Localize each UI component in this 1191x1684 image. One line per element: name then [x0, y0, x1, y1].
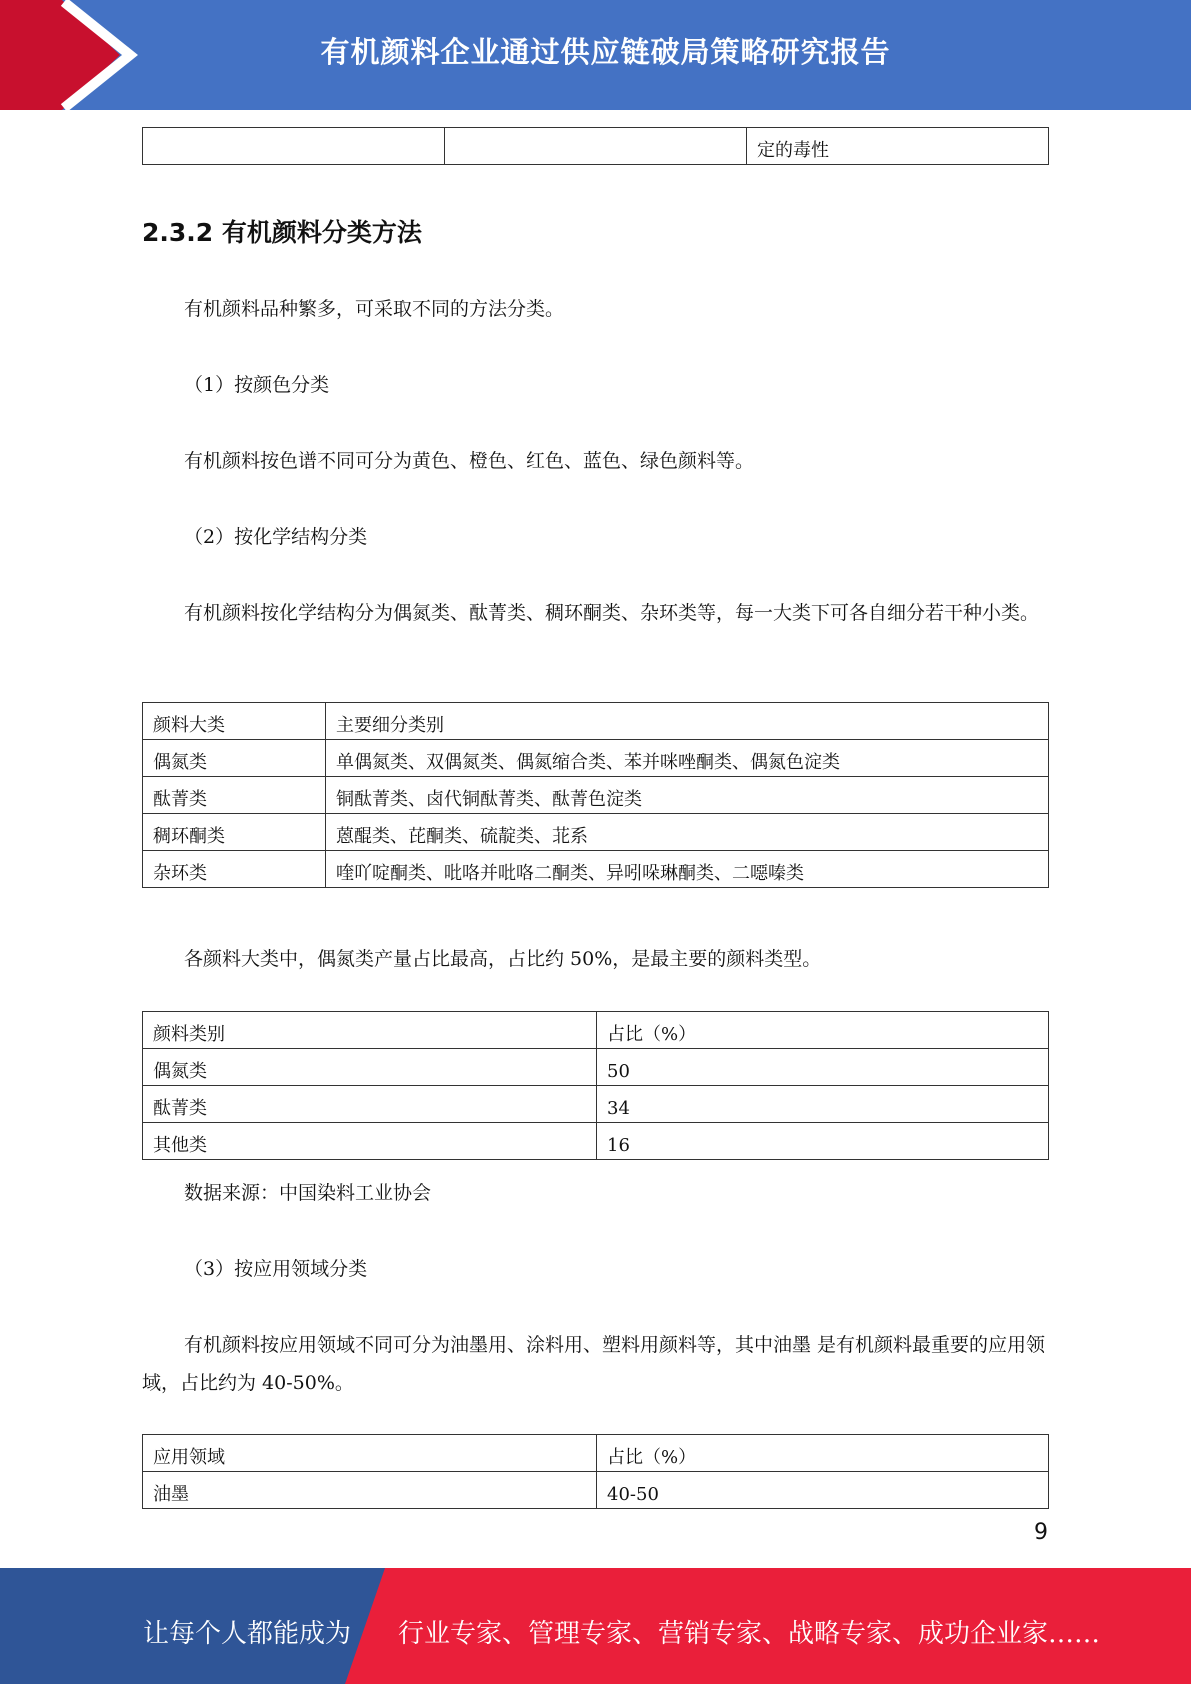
table-cell: 定的毒性: [747, 128, 1049, 165]
page-footer: [0, 1568, 1191, 1684]
table-row: [143, 1123, 1049, 1160]
table-row: [143, 851, 1049, 888]
column-header: 主要细分类别: [326, 703, 1049, 740]
table-cell: 单偶氮类、双偶氮类、偶氮缩合类、苯并咪唑酮类、偶氮色淀类: [326, 740, 1049, 777]
table-row: [143, 814, 1049, 851]
subheading-by-structure: （2）按化学结构分类: [184, 526, 368, 548]
table-cell: 酞菁类: [143, 777, 326, 814]
table-cell: 铜酞菁类、卤代铜酞菁类、酞菁色淀类: [326, 777, 1049, 814]
table-cell: 50: [597, 1049, 1049, 1086]
table-cell: 杂环类: [143, 851, 326, 888]
table-row: [143, 777, 1049, 814]
table-header-row: [143, 1012, 1049, 1049]
column-header: 占比（%）: [597, 1012, 1049, 1049]
data-source: 数据来源：中国染料工业协会: [184, 1182, 432, 1204]
table-row: [143, 740, 1049, 777]
table-cell: 其他类: [143, 1123, 597, 1160]
table-cell: [445, 128, 747, 165]
table-cell: 稠环酮类: [143, 814, 326, 851]
share-table: [142, 1011, 1049, 1160]
table-header-row: [143, 703, 1049, 740]
paragraph-intro: 有机颜料品种繁多，可采取不同的方法分类。: [184, 298, 565, 320]
table-cell: 酞菁类: [143, 1086, 597, 1123]
table-cell: 喹吖啶酮类、吡咯并吡咯二酮类、异吲哚琳酮类、二噁嗪类: [326, 851, 1049, 888]
page-number: 9: [1034, 1520, 1048, 1545]
table-cell: 蒽醌类、芘酮类、硫靛类、苝系: [326, 814, 1049, 851]
table-cell: 偶氮类: [143, 740, 326, 777]
paragraph-by-structure: 有机颜料按化学结构分为偶氮类、酞菁类、稠环酮类、杂环类等，每一大类下可各自细分若干种小类。: [184, 602, 1040, 624]
column-header: 应用领域: [143, 1435, 597, 1472]
table-row: [143, 1086, 1049, 1123]
table-cell: 34: [597, 1086, 1049, 1123]
subheading-by-application: （3）按应用领域分类: [184, 1258, 368, 1280]
table-row: [143, 1472, 1049, 1509]
table-cell: 油墨: [143, 1472, 597, 1509]
application-table: [142, 1434, 1049, 1509]
table-row: [143, 128, 1049, 165]
column-header: 颜料类别: [143, 1012, 597, 1049]
classification-table: [142, 702, 1049, 888]
continued-table: [142, 127, 1049, 165]
table-header-row: [143, 1435, 1049, 1472]
subheading-by-color: （1）按颜色分类: [184, 374, 330, 396]
report-title: 有机颜料企业通过供应链破局策略研究报告: [320, 35, 891, 69]
footer-slogan-right: 行业专家、管理专家、营销专家、战略专家、成功企业家……: [398, 1619, 1101, 1649]
table-cell: [143, 128, 445, 165]
table-cell: 40-50: [597, 1472, 1049, 1509]
paragraph-by-color: 有机颜料按色谱不同可分为黄色、橙色、红色、蓝色、绿色颜料等。: [184, 450, 755, 472]
column-header: 颜料大类: [143, 703, 326, 740]
paragraph-by-application: 有机颜料按应用领域不同可分为油墨用、涂料用、塑料用颜料等，其中油墨 是有机颜料最重要的应用领域，占比约为 40-50%。: [142, 1334, 1046, 1394]
paragraph-share: 各颜料大类中，偶氮类产量占比最高，占比约 50%，是最主要的颜料类型。: [184, 948, 822, 970]
footer-slogan-left: 让每个人都能成为: [143, 1619, 352, 1649]
column-header: 占比（%）: [597, 1435, 1049, 1472]
table-row: [143, 1049, 1049, 1086]
table-cell: 16: [597, 1123, 1049, 1160]
table-cell: 偶氮类: [143, 1049, 597, 1086]
section-heading: 2.3.2 有机颜料分类方法: [142, 218, 422, 247]
page-header: [0, 0, 1191, 110]
